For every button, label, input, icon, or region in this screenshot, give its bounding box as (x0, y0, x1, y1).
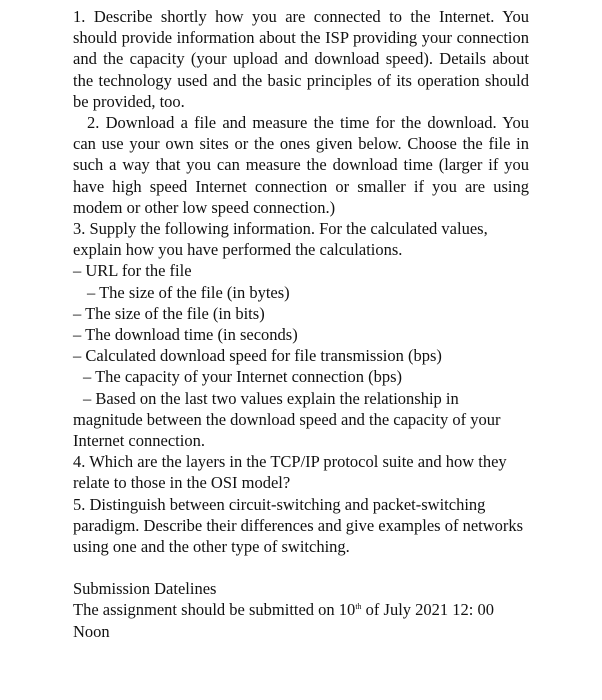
submission-text-suffix: of July 2021 12: 00 Noon (73, 600, 495, 641)
section-spacer (73, 557, 529, 578)
q3-item-size-bits: – The size of the file (in bits) (73, 303, 265, 323)
q3-item-url: – URL for the file (73, 261, 192, 281)
submission-text-prefix: The assignment should be submitted on 10 (73, 600, 356, 620)
question-2: 2. Download a file and measure the time for the download. You can use your own sites or the ones given below. Choose the file in such a way that you can measure the download time (larger if you have high speed Internet connection or smaller if you are using modem or other low speed connection.) (73, 113, 529, 217)
submission-text (73, 599, 529, 641)
q3-item-download-time: – The download time (in seconds) (73, 325, 298, 345)
q3-item-relationship: – Based on the last two values explain the relationship in magnitude between the download speed and the capacity of your Internet connection. (73, 388, 501, 451)
question-1: 1. Describe shortly how you are connected to the Internet. You should provide information about the ISP providing your connection and the capacity (your upload and download speed). Details about the technology used and the basic principles of its operation should be provided, too. (73, 7, 529, 111)
q3-item-connection-capacity: – The capacity of your Internet connection (bps) (83, 367, 403, 387)
submission-heading: Submission Datelines (73, 579, 217, 599)
question-3: 3. Supply the following information. For the calculated values, explain how you have performed the calculations. (73, 219, 488, 260)
q3-item-size-bytes: – The size of the file (in bytes) (87, 282, 290, 302)
assignment-document (73, 6, 529, 642)
question-5: 5. Distinguish between circuit-switching and packet-switching paradigm. Describe their differences and give examples of networks using one and the other type of switching. (73, 494, 524, 557)
question-4: 4. Which are the layers in the TCP/IP protocol suite and how they relate to those in the OSI model? (73, 452, 507, 493)
q3-item-download-speed: – Calculated download speed for file transmission (bps) (73, 346, 442, 366)
submission-date-superscript: th (355, 602, 362, 612)
